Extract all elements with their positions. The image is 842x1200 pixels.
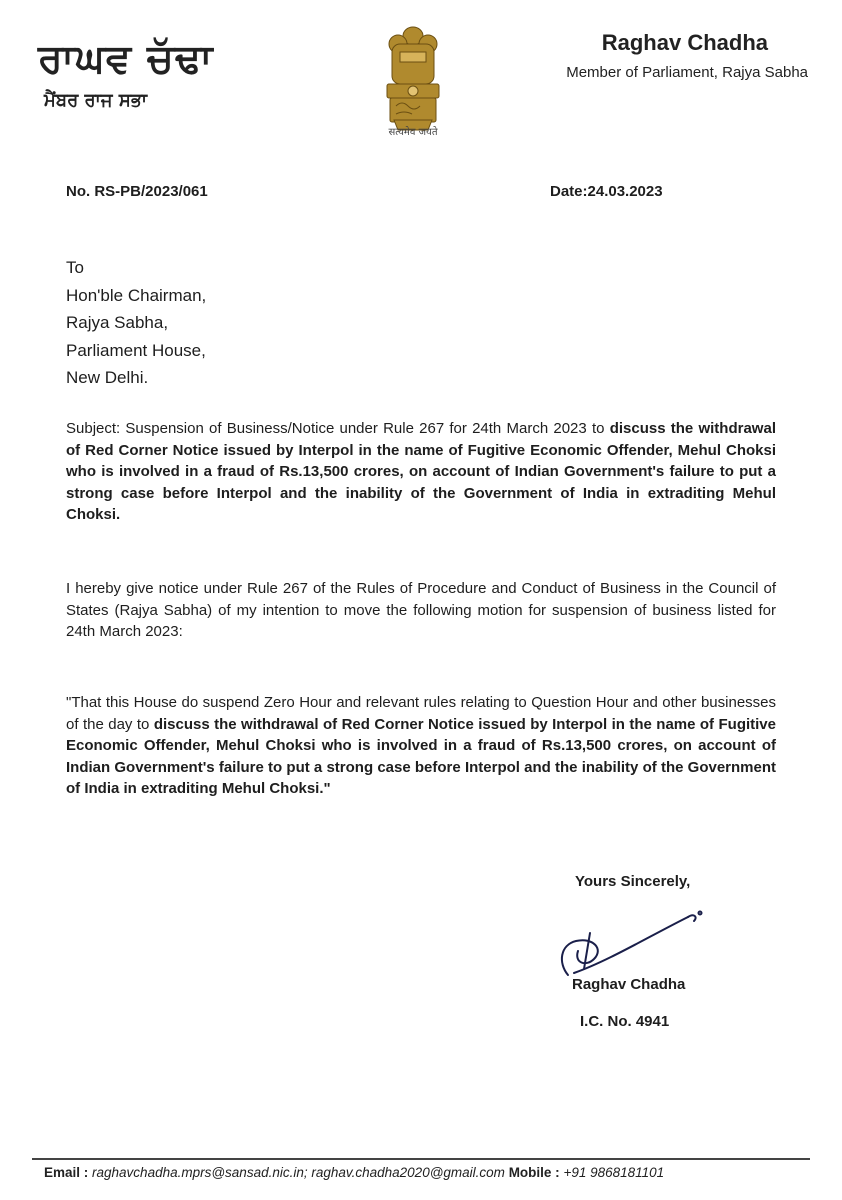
email-label: Email : — [44, 1165, 89, 1180]
address-to: To — [66, 258, 84, 277]
email-value: raghavchadha.mprs@sansad.nic.in; raghav.chadha2020@gmail.com — [92, 1165, 505, 1180]
motion-bold: discuss the withdrawal of Red Corner Notice issued by Interpol in the name of Fugitive Economic Offender, Mehul Choksi who is involved in a fraud of Rs.13,500 crores, on account of Indian Government's failure to put a strong case before Interpol and the inability of the Government of India in extraditing Mehul Choksi." — [66, 715, 776, 797]
address-line-1: Hon'ble Chairman, — [66, 285, 207, 305]
motion-paragraph — [66, 692, 776, 800]
mobile-label: Mobile : — [508, 1165, 560, 1180]
subject-paragraph — [66, 418, 776, 526]
footer-divider — [32, 1158, 810, 1160]
punjabi-title: ਮੈਂਬਰ ਰਾਜ ਸਭਾ — [44, 90, 148, 111]
recipient-address — [66, 254, 206, 392]
letter-date: Date:24.03.2023 — [550, 183, 663, 200]
footer-contact — [44, 1165, 664, 1180]
signatory-name: Raghav Chadha — [572, 976, 686, 993]
national-emblem-icon — [378, 22, 448, 140]
address-line-4: New Delhi. — [66, 368, 149, 387]
ic-number: I.C. No. 4941 — [580, 1013, 670, 1030]
motion-lead: "That this House do suspend Zero Hour and relevant rules relating to Question Hour and other businesses of the day to — [66, 694, 776, 733]
subject-bold: discuss the withdrawal of Red Corner Notice issued by Interpol in the name of Fugitive Economic Offender, Mehul Choksi who is involved in a fraud of Rs.13,500 crores, on account of Indian Government's failure to put a strong case before Interpol and the inability of the Government of India in extraditing Mehul Choksi. — [66, 420, 776, 523]
subject-lead: Subject: Suspension of Business/Notice under Rule 267 for 24th March 2023 to — [66, 420, 605, 437]
notice-paragraph: I hereby give notice under Rule 267 of the Rules of Procedure and Conduct of Business in the Council of States (Rajya Sabha) of my intention to move the following motion for suspension of business listed for 24th March 2023: — [66, 580, 776, 640]
address-line-2: Rajya Sabha, — [66, 313, 169, 332]
closing-salutation: Yours Sincerely, — [575, 873, 691, 890]
english-title: Member of Parliament, Rajya Sabha — [566, 64, 808, 81]
english-name: Raghav Chadha — [601, 30, 768, 55]
address-line-3: Parliament House, — [66, 340, 206, 360]
reference-number: No. RS-PB/2023/061 — [66, 183, 208, 200]
mobile-value: +91 9868181101 — [563, 1165, 665, 1180]
punjabi-name: ਰਾਘਵ ਚੱਢਾ — [38, 36, 214, 82]
emblem-motto: सत्यमेव जयते — [388, 127, 438, 138]
